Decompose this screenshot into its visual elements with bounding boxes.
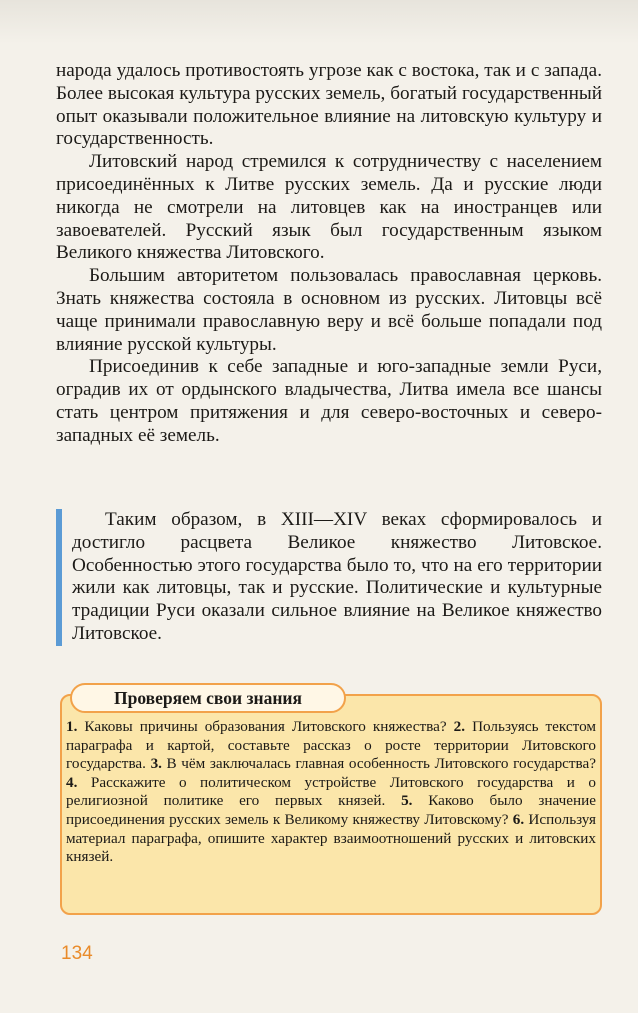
page-number: 134 [61,943,93,964]
question-text: В чём заключалась главная особенность Литовского государства? [161,755,596,773]
question-number: 6. [512,810,525,828]
paragraph: народа удалось противостоять угрозе как с востока, так и с запада. Более высокая культура русских земель, богатый государственный опыт оказывали положительное влияние на литовскую культуру и государственность. [56,60,602,150]
questions-list [66,718,596,867]
question-number: 3. [150,755,162,773]
main-text [56,60,602,448]
question-number: 1. [66,718,78,735]
page-top-shadow [0,0,638,44]
question-number: 2. [453,718,466,735]
summary-block [56,509,602,646]
question-text: Каковы причины образования Литовского княжества? [77,718,454,735]
paragraph: Большим авторитетом пользовалась православная церковь. Знать княжества состояла в основном из русских. Литовцы всё чаще принимали православную веру и всё больше попадали под влияние русской культуры. [56,265,602,355]
question-text: Пользуясь текстом параграфа и картой, составьте рассказ о росте территории Литовского государства. [66,718,597,773]
question-text: Расскажите о политическом устройстве Литовского государства и о религиозной политике его первых князей. [66,773,596,810]
check-knowledge-title: Проверяем свои знания [70,683,346,713]
question-text: Используя материал параграфа, опишите характер взаимоотношений русских и литовских князей. [66,810,597,866]
question-number: 5. [401,792,413,810]
question-number: 4. [66,773,78,791]
paragraph: Присоединив к себе западные и юго-западные земли Руси, оградив их от ордынского владычества, Литва имела все шансы стать центром притяжения и для северо-восточных и северо-западных её земель. [56,356,602,446]
paragraph: Литовский народ стремился к сотрудничеству с населением присоединённых к Литве русских земель. Да и русские люди никогда не смотрели на литовцев как на иностранцев или завоевателей. Русский язык был государственным языком Великого княжества Литовского. [56,151,602,264]
question-text: Каково было значение присоединения русских земель к Великому княжеству Литовскому? [66,792,596,828]
summary-text: Таким образом, в XIII—XIV веках сформировалось и достигло расцвета Великое княжество Литовское. Особенностью этого государства было то, что на его территории жили как литовцы, так и русские. Политические и культурные традиции Руси оказали сильное влияние на Великое княжество Литовское. [72,509,602,644]
